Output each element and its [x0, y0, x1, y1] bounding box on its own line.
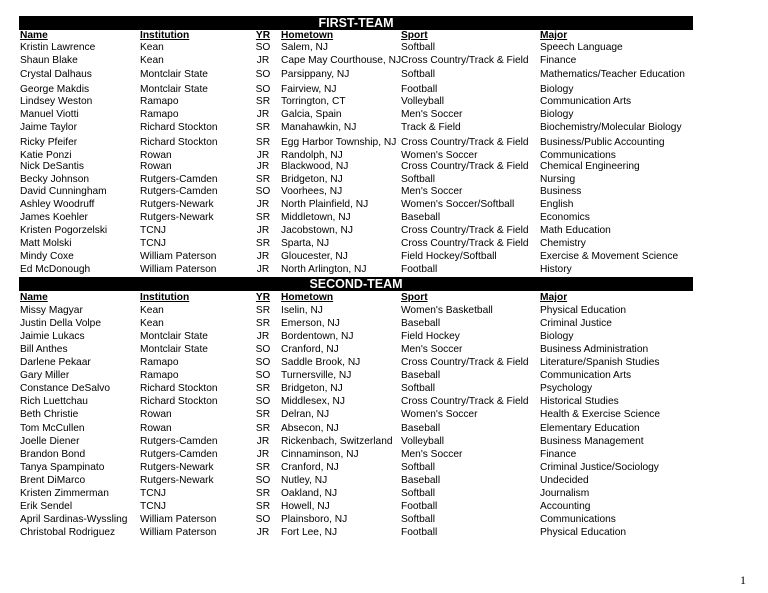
table-row: [0, 409, 768, 421]
cell-hometown: North Plainfield, NJ: [281, 199, 369, 210]
first-team-column-headers: [0, 30, 768, 42]
cell-sport: Cross Country/Track & Field: [401, 225, 529, 236]
cell-institution: Kean: [140, 55, 164, 66]
cell-hometown: Torrington, CT: [281, 96, 346, 107]
cell-major: Biology: [540, 331, 574, 342]
cell-name: Rich Luettchau: [20, 396, 88, 407]
cell-major: Historical Studies: [540, 396, 619, 407]
table-row: [0, 96, 768, 108]
cell-name: April Sardinas-Wyssling: [20, 514, 128, 525]
cell-yr: JR: [256, 161, 270, 172]
cell-major: Literature/Spanish Studies: [540, 357, 660, 368]
cell-major: Chemical Engineering: [540, 161, 640, 172]
cell-name: Ed McDonough: [20, 264, 91, 275]
cell-hometown: Bridgeton, NJ: [281, 383, 343, 394]
cell-hometown: Bordentown, NJ: [281, 331, 354, 342]
column-header-hometown: Hometown: [281, 30, 334, 41]
table-row: [0, 396, 768, 408]
cell-institution: TCNJ: [140, 501, 167, 512]
column-header-hometown: Hometown: [281, 292, 334, 303]
table-row: [0, 449, 768, 461]
cell-major: Business Administration: [540, 344, 649, 355]
cell-major: Psychology: [540, 383, 593, 394]
table-row: [0, 42, 768, 54]
cell-yr: SO: [255, 514, 271, 525]
cell-major: Communication Arts: [540, 370, 632, 381]
cell-major: Exercise & Movement Science: [540, 251, 679, 262]
cell-yr: JR: [256, 55, 270, 66]
cell-major: Chemistry: [540, 238, 586, 249]
table-row: [0, 174, 768, 186]
cell-yr: SR: [255, 238, 271, 249]
cell-yr: JR: [256, 264, 270, 275]
cell-sport: Baseball: [401, 212, 441, 223]
cell-hometown: Egg Harbor Township, NJ: [281, 137, 397, 148]
cell-major: Physical Education: [540, 527, 627, 538]
cell-name: Crystal Dalhaus: [20, 69, 92, 80]
cell-institution: Richard Stockton: [140, 383, 218, 394]
column-header-institution: Institution: [140, 292, 190, 303]
cell-name: Beth Christie: [20, 409, 79, 420]
cell-institution: Montclair State: [140, 69, 208, 80]
cell-sport: Football: [401, 84, 438, 95]
table-row: [0, 488, 768, 500]
cell-yr: SR: [255, 137, 271, 148]
column-header-yr: YR: [255, 292, 271, 303]
cell-yr: SR: [255, 488, 271, 499]
cell-hometown: Turnersville, NJ: [281, 370, 352, 381]
cell-sport: Baseball: [401, 475, 441, 486]
cell-sport: Softball: [401, 69, 435, 80]
cell-hometown: Cranford, NJ: [281, 462, 339, 473]
cell-yr: SR: [255, 501, 271, 512]
cell-major: Mathematics/Teacher Education: [540, 69, 685, 80]
cell-hometown: Absecon, NJ: [281, 423, 339, 434]
table-row: [0, 186, 768, 198]
cell-name: Missy Magyar: [20, 305, 83, 316]
cell-name: Justin Della Volpe: [20, 318, 101, 329]
cell-institution: Kean: [140, 318, 164, 329]
cell-name: Manuel Viotti: [20, 109, 79, 120]
cell-sport: Softball: [401, 488, 435, 499]
cell-major: Finance: [540, 449, 577, 460]
cell-yr: SR: [255, 423, 271, 434]
cell-sport: Baseball: [401, 423, 441, 434]
cell-hometown: Plainsboro, NJ: [281, 514, 348, 525]
page-number: 1: [740, 573, 746, 587]
cell-institution: Rowan: [140, 150, 172, 161]
cell-yr: SO: [255, 344, 271, 355]
cell-institution: Rutgers-Newark: [140, 475, 214, 486]
cell-major: Journalism: [540, 488, 590, 499]
table-row: [0, 137, 768, 149]
cell-institution: Rutgers-Newark: [140, 462, 214, 473]
cell-major: Physical Education: [540, 305, 627, 316]
table-row: [0, 462, 768, 474]
cell-yr: JR: [256, 150, 270, 161]
cell-yr: SR: [255, 409, 271, 420]
cell-name: Becky Johnson: [20, 174, 90, 185]
table-row: [0, 357, 768, 369]
table-row: [0, 84, 768, 96]
cell-institution: Rutgers-Camden: [140, 186, 218, 197]
table-row: [0, 383, 768, 395]
cell-name: Jaimie Lukacs: [20, 331, 85, 342]
cell-hometown: Iselin, NJ: [281, 305, 323, 316]
cell-institution: Ramapo: [140, 109, 179, 120]
cell-hometown: Salem, NJ: [281, 42, 328, 53]
cell-major: Criminal Justice: [540, 318, 612, 329]
column-header-major: Major: [540, 292, 568, 303]
second-team-header: SECOND-TEAM: [19, 277, 693, 291]
cell-sport: Cross Country/Track & Field: [401, 396, 529, 407]
cell-name: Katie Ponzi: [20, 150, 72, 161]
table-row: [0, 251, 768, 263]
cell-institution: Rutgers-Camden: [140, 174, 218, 185]
cell-yr: SO: [255, 475, 271, 486]
cell-name: Mindy Coxe: [20, 251, 74, 262]
cell-yr: SR: [255, 122, 271, 133]
cell-hometown: Jacobstown, NJ: [281, 225, 353, 236]
cell-hometown: Cape May Courthouse, NJ: [281, 55, 402, 66]
cell-yr: SR: [255, 318, 271, 329]
cell-major: Biology: [540, 109, 574, 120]
cell-institution: Rowan: [140, 409, 172, 420]
cell-major: Business: [540, 186, 582, 197]
cell-hometown: Parsippany, NJ: [281, 69, 350, 80]
cell-hometown: Bridgeton, NJ: [281, 174, 343, 185]
cell-major: Speech Language: [540, 42, 623, 53]
cell-major: Economics: [540, 212, 590, 223]
cell-institution: Kean: [140, 42, 164, 53]
cell-name: Kristin Lawrence: [20, 42, 96, 53]
table-row: [0, 199, 768, 211]
cell-yr: SO: [255, 396, 271, 407]
cell-name: Constance DeSalvo: [20, 383, 111, 394]
cell-major: History: [540, 264, 572, 275]
cell-hometown: Galcia, Spain: [281, 109, 342, 120]
column-header-institution: Institution: [140, 30, 190, 41]
cell-institution: Montclair State: [140, 84, 208, 95]
table-row: [0, 344, 768, 356]
table-row: [0, 238, 768, 250]
cell-institution: Rutgers-Newark: [140, 199, 214, 210]
cell-institution: Rowan: [140, 423, 172, 434]
cell-hometown: Gloucester, NJ: [281, 251, 348, 262]
cell-major: Nursing: [540, 174, 576, 185]
cell-name: Brandon Bond: [20, 449, 86, 460]
cell-sport: Softball: [401, 383, 435, 394]
cell-yr: SO: [255, 42, 271, 53]
cell-name: Jaime Taylor: [20, 122, 77, 133]
cell-sport: Field Hockey/Softball: [401, 251, 497, 262]
cell-name: Tom McCullen: [20, 423, 85, 434]
cell-institution: Ramapo: [140, 96, 179, 107]
cell-yr: SR: [255, 96, 271, 107]
cell-institution: TCNJ: [140, 238, 167, 249]
cell-yr: JR: [256, 199, 270, 210]
cell-yr: JR: [256, 436, 270, 447]
cell-institution: Kean: [140, 305, 164, 316]
cell-name: Christobal Rodriguez: [20, 527, 116, 538]
cell-institution: Ramapo: [140, 370, 179, 381]
cell-institution: Rowan: [140, 161, 172, 172]
cell-yr: JR: [256, 449, 270, 460]
cell-hometown: Middlesex, NJ: [281, 396, 345, 407]
cell-sport: Cross Country/Track & Field: [401, 55, 529, 66]
table-row: [0, 109, 768, 121]
cell-name: Darlene Pekaar: [20, 357, 91, 368]
table-row: [0, 475, 768, 487]
table-row: [0, 501, 768, 513]
cell-major: Biochemistry/Molecular Biology: [540, 122, 682, 133]
table-row: [0, 331, 768, 343]
cell-hometown: Blackwood, NJ: [281, 161, 349, 172]
column-header-name: Name: [20, 30, 48, 41]
cell-sport: Track & Field: [401, 122, 461, 133]
cell-institution: Richard Stockton: [140, 122, 218, 133]
cell-hometown: Delran, NJ: [281, 409, 330, 420]
cell-hometown: Voorhees, NJ: [281, 186, 343, 197]
cell-hometown: Sparta, NJ: [281, 238, 330, 249]
cell-name: Ashley Woodruff: [20, 199, 95, 210]
cell-major: Finance: [540, 55, 577, 66]
cell-yr: JR: [256, 251, 270, 262]
cell-institution: TCNJ: [140, 488, 167, 499]
cell-hometown: Oakland, NJ: [281, 488, 338, 499]
table-row: [0, 305, 768, 317]
cell-sport: Cross Country/Track & Field: [401, 161, 529, 172]
cell-name: Kristen Zimmerman: [20, 488, 109, 499]
cell-sport: Football: [401, 501, 438, 512]
cell-sport: Men's Soccer: [401, 109, 463, 120]
cell-yr: SO: [255, 370, 271, 381]
cell-hometown: Rickenbach, Switzerland: [281, 436, 393, 447]
cell-major: Criminal Justice/Sociology: [540, 462, 659, 473]
column-header-sport: Sport: [401, 292, 428, 303]
cell-name: James Koehler: [20, 212, 88, 223]
cell-yr: SR: [255, 383, 271, 394]
cell-sport: Softball: [401, 462, 435, 473]
cell-sport: Cross Country/Track & Field: [401, 357, 529, 368]
cell-yr: JR: [256, 225, 270, 236]
cell-sport: Women's Soccer: [401, 409, 478, 420]
second-team-column-headers: [0, 292, 768, 304]
cell-hometown: Middletown, NJ: [281, 212, 351, 223]
cell-hometown: Fairview, NJ: [281, 84, 337, 95]
column-header-sport: Sport: [401, 30, 428, 41]
cell-institution: Rutgers-Camden: [140, 449, 218, 460]
cell-hometown: Cranford, NJ: [281, 344, 339, 355]
cell-name: Lindsey Weston: [20, 96, 93, 107]
table-row: [0, 69, 768, 81]
cell-major: Biology: [540, 84, 574, 95]
cell-institution: William Paterson: [140, 264, 217, 275]
cell-major: English: [540, 199, 574, 210]
cell-name: Shaun Blake: [20, 55, 78, 66]
cell-yr: SO: [255, 84, 271, 95]
cell-name: Tanya Spampinato: [20, 462, 105, 473]
cell-institution: William Paterson: [140, 251, 217, 262]
cell-hometown: Emerson, NJ: [281, 318, 340, 329]
cell-sport: Football: [401, 527, 438, 538]
cell-institution: Rutgers-Camden: [140, 436, 218, 447]
cell-name: Gary Miller: [20, 370, 70, 381]
cell-major: Accounting: [540, 501, 591, 512]
cell-name: George Makdis: [20, 84, 90, 95]
cell-name: Kristen Pogorzelski: [20, 225, 108, 236]
cell-yr: SR: [255, 462, 271, 473]
cell-hometown: Howell, NJ: [281, 501, 330, 512]
cell-sport: Cross Country/Track & Field: [401, 137, 529, 148]
cell-name: Ricky Pfeifer: [20, 137, 78, 148]
table-row: [0, 161, 768, 173]
cell-institution: Richard Stockton: [140, 137, 218, 148]
first-team-header: FIRST-TEAM: [19, 16, 693, 30]
cell-sport: Men's Soccer: [401, 186, 463, 197]
table-row: [0, 318, 768, 330]
cell-major: Health & Exercise Science: [540, 409, 661, 420]
cell-name: Erik Sendel: [20, 501, 73, 512]
cell-yr: SR: [255, 305, 271, 316]
cell-sport: Softball: [401, 174, 435, 185]
table-row: [0, 514, 768, 526]
table-row: [0, 370, 768, 382]
table-row: [0, 212, 768, 224]
cell-sport: Volleyball: [401, 96, 445, 107]
cell-major: Elementary Education: [540, 423, 640, 434]
cell-yr: SR: [255, 212, 271, 223]
cell-sport: Women's Basketball: [401, 305, 493, 316]
cell-sport: Baseball: [401, 318, 441, 329]
cell-yr: SR: [255, 174, 271, 185]
cell-institution: Richard Stockton: [140, 396, 218, 407]
cell-sport: Men's Soccer: [401, 449, 463, 460]
cell-yr: SO: [255, 69, 271, 80]
cell-hometown: North Arlington, NJ: [281, 264, 367, 275]
table-row: [0, 122, 768, 134]
cell-institution: William Paterson: [140, 527, 217, 538]
cell-institution: Rutgers-Newark: [140, 212, 214, 223]
cell-yr: JR: [256, 331, 270, 342]
column-header-name: Name: [20, 292, 48, 303]
cell-sport: Baseball: [401, 370, 441, 381]
cell-name: Nick DeSantis: [20, 161, 84, 172]
cell-yr: JR: [256, 109, 270, 120]
cell-name: David Cunningham: [20, 186, 107, 197]
cell-institution: William Paterson: [140, 514, 217, 525]
cell-sport: Women's Soccer/Softball: [401, 199, 515, 210]
cell-institution: Montclair State: [140, 344, 208, 355]
cell-sport: Football: [401, 264, 438, 275]
cell-hometown: Randolph, NJ: [281, 150, 343, 161]
cell-sport: Softball: [401, 42, 435, 53]
cell-hometown: Saddle Brook, NJ: [281, 357, 361, 368]
table-row: [0, 423, 768, 435]
cell-major: Undecided: [540, 475, 589, 486]
cell-major: Communications: [540, 150, 616, 161]
cell-institution: TCNJ: [140, 225, 167, 236]
cell-yr: SO: [255, 357, 271, 368]
cell-hometown: Cinnaminson, NJ: [281, 449, 359, 460]
cell-name: Bill Anthes: [20, 344, 68, 355]
cell-sport: Softball: [401, 514, 435, 525]
cell-yr: SO: [255, 186, 271, 197]
cell-sport: Men's Soccer: [401, 344, 463, 355]
cell-sport: Cross Country/Track & Field: [401, 238, 529, 249]
cell-hometown: Manahawkin, NJ: [281, 122, 357, 133]
column-header-yr: YR: [255, 30, 271, 41]
table-row: [0, 436, 768, 448]
cell-major: Business/Public Accounting: [540, 137, 665, 148]
cell-major: Communications: [540, 514, 616, 525]
cell-institution: Ramapo: [140, 357, 179, 368]
cell-major: Math Education: [540, 225, 611, 236]
cell-hometown: Nutley, NJ: [281, 475, 328, 486]
table-row: [0, 55, 768, 67]
cell-sport: Volleyball: [401, 436, 445, 447]
cell-name: Brent DiMarco: [20, 475, 86, 486]
cell-major: Communication Arts: [540, 96, 632, 107]
column-header-major: Major: [540, 30, 568, 41]
cell-name: Joelle Diener: [20, 436, 80, 447]
table-row: [0, 225, 768, 237]
table-row: [0, 264, 768, 276]
cell-sport: Field Hockey: [401, 331, 460, 342]
cell-sport: Women's Soccer: [401, 150, 478, 161]
cell-institution: Montclair State: [140, 331, 208, 342]
cell-major: Business Management: [540, 436, 644, 447]
cell-hometown: Fort Lee, NJ: [281, 527, 338, 538]
cell-yr: JR: [256, 527, 270, 538]
table-row: [0, 527, 768, 539]
cell-name: Matt Molski: [20, 238, 72, 249]
